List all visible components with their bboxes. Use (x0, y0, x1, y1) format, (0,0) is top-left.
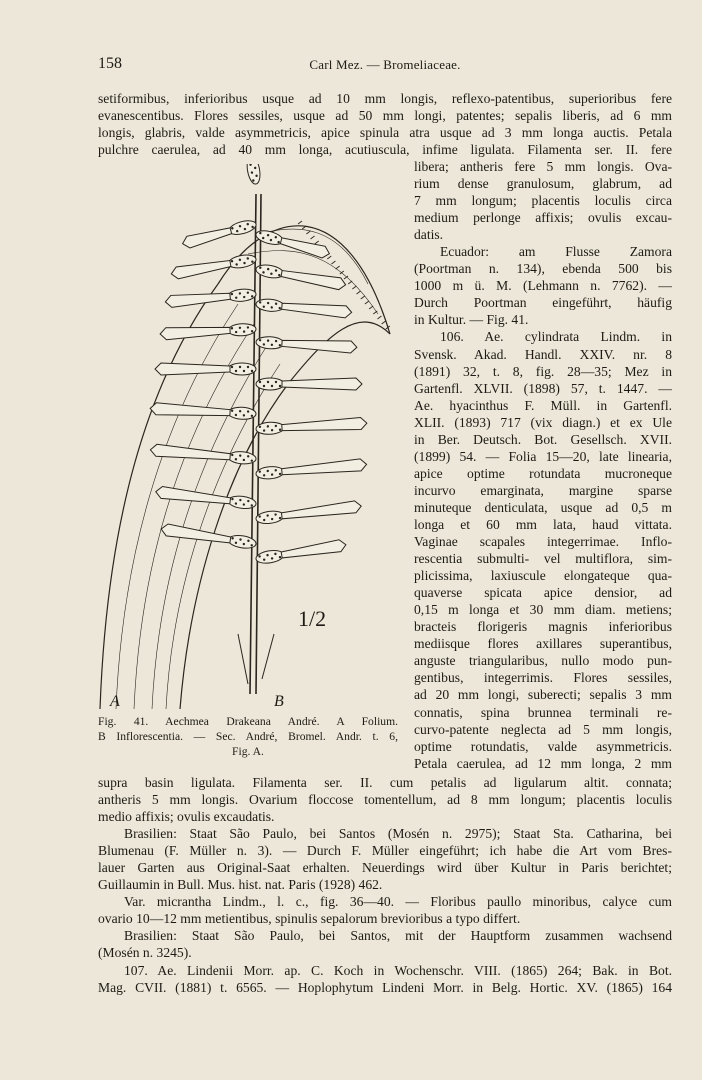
text-line: bracteis florigeris magnis inferioribus (414, 619, 672, 635)
caption-line: Fig. A. (232, 745, 264, 758)
text-line: mediisque flores axillares superantibus, (414, 636, 672, 652)
text-line: XLII. (1893) 717 (vix diagn.) et ex Ule (414, 414, 672, 430)
text-line: Ae. hyacinthus F. Müll. in Gartenfl. (414, 397, 672, 413)
text-line: Petala caerulea, ad 12 mm longa, 2 mm (414, 755, 672, 771)
text-line: 0,15 m longa et 30 mm diam. metiens; (414, 602, 672, 618)
text-line: Gartenfl. XLVII. (1898) 57, t. 1447. — (414, 380, 672, 396)
page-header (98, 55, 672, 77)
text-line: Mag. CVII. (1881) t. 6565. — Hoplophytum Lindeni Morr. in Belg. Hortic. XV. (1865) 164 (98, 979, 672, 995)
text-line: minuteque denticulata, usque ad 0,5 m (414, 499, 672, 515)
text-line: anguste triangularibus, nullo modo pun- (414, 653, 672, 669)
figure-label-a: A (110, 693, 120, 710)
text-line: Brasilien: Staat São Paulo, bei Santos (Mosén n. 2975); Staat Sta. Catharina, bei (124, 826, 672, 842)
text-column-right (414, 158, 672, 772)
text-line: ovario 10—12 mm metientibus, spinulis sepalorum brevioribus a typo differt. (98, 911, 521, 927)
text-line: evanescentibus. Flores sessiles, usque ad 50 mm longi, patentes; sepalis liberis, ad 6 mm (98, 108, 672, 124)
text-line: Vaginae scapales integerrimae. Inflo- (414, 534, 672, 550)
text-line: apice optime rotundata mucroneque (414, 465, 672, 481)
text-line: pulchre caerulea, ad 40 mm longa, acutiuscula, infime ligulata. Filamenta ser. II. fere (98, 142, 672, 158)
text-line: datis. (414, 227, 444, 243)
text-line: medio affixis; ovulis excaudatis. (98, 809, 275, 825)
figure-label-b: B (274, 693, 284, 710)
text-line: rium dense granulosum, glabrum, ad (414, 176, 672, 192)
caption-line: Fig. 41. Aechmea Drakeana André. A Folium. (98, 715, 398, 728)
text-line: Svensk. Akad. Handl. XXIV. nr. 8 (414, 346, 672, 362)
text-line: Var. micrantha Lindm., l. c., fig. 36—40. — Floribus paullo minoribus, calyce cum (124, 894, 672, 910)
text-line: (Mosén n. 3245). (98, 945, 192, 961)
text-line: longis, glabris, valde asymmetricis, apice spinula atra usque ad 3 mm longa auctis. Petala (98, 125, 672, 141)
text-line: in Ber. Deutsch. Bot. Gesellsch. XVII. (414, 431, 672, 447)
text-line: 7 mm longum; placentis loculis circa (414, 193, 672, 209)
leaf-apex (288, 322, 390, 384)
text-line: 106. Ae. cylindrata Lindm. in (440, 329, 672, 345)
text-line: (Poortman n. 134), ebenda 500 bis (414, 261, 672, 277)
caption-line: B Inflorescentia. — Sec. André, Bromel. Andr. t. 6, (98, 730, 398, 743)
text-line: (1899) 54. — Folia 15—20, late linearia, (414, 448, 672, 464)
figure-drawing (98, 164, 400, 712)
figure-scale: 1/2 (298, 606, 327, 631)
text-line: 1000 m ü. M. (Lehmann n. 7762). — (414, 278, 672, 294)
text-line: Guillaumin in Bull. Mus. hist. nat. Paris (1928) 462. (98, 877, 383, 893)
text-line: connatis, spina brunnea terminali re- (414, 704, 672, 720)
text-line: Brasilien: Staat São Paulo, bei Santos, mit der Hauptform zusammen wachsend (124, 928, 672, 944)
text-line: (1891) 32, t. 8, fig. 28—35; Mez in (414, 363, 672, 379)
running-title: Carl Mez. — Bromeliaceae. (309, 57, 461, 72)
text-line: lauer Garten aus Original-Saat erhalten. Neuerdings wird über Kultur in Paris berichtet; (98, 860, 672, 876)
text-line: Durch Poortman eingeführt, häufig (414, 295, 672, 311)
text-line: Blumenau (F. Müller n. 3). — Durch F. Müller eingeführt; ich habe die Art vom Bres- (98, 843, 672, 859)
text-line: incurvo emarginata, margine sparse (414, 482, 672, 498)
text-line: plicissima, laxiuscule elongateque qua- (414, 568, 672, 584)
text-block-bottom (98, 774, 672, 996)
figure-caption (98, 714, 398, 759)
text-line: ad 20 mm longi, suberecti; sepalis 3 mm (414, 687, 672, 703)
page-number: 158 (98, 55, 122, 72)
text-line: 107. Ae. Lindenii Morr. ap. C. Koch in Wochenschr. VIII. (1865) 264; Bak. in Bot. (124, 962, 672, 978)
botanical-figure (98, 164, 400, 712)
text-line: optime rotundatis, valde asymmetricis. (414, 738, 672, 754)
text-line: libera; antheris fere 5 mm longis. Ova- (414, 159, 672, 174)
text-line: in Kultur. — Fig. 41. (414, 312, 529, 328)
text-line: medium perlonge affixis; ovulis excau- (414, 210, 672, 226)
text-line: setiformibus, inferioribus usque ad 10 mm longis, reflexo-patentibus, superioribus fere (98, 91, 672, 106)
text-line: longa et 60 mm lata, haud vittata. (414, 516, 672, 532)
text-line: supra basin ligulata. Filamenta ser. II. cum petalis ad ligularum altit. connata; (98, 775, 672, 790)
text-line: antheris 5 mm longis. Ovarium floccose tomentellum, ad 8 mm longum; placentis loculis (98, 792, 672, 808)
text-line: gentibus, integerrimis. Flores sessiles, (414, 670, 672, 686)
text-line: quaverse spicata apice densior, ad (414, 585, 672, 601)
text-line: Ecuador: am Flusse Zamora (440, 244, 672, 260)
text-line: curvo-patente neglecta ad 5 mm longis, (414, 721, 672, 737)
text-line: rescentia submulti- vel multiflora, sim- (414, 551, 672, 567)
text-block-top (98, 90, 672, 158)
